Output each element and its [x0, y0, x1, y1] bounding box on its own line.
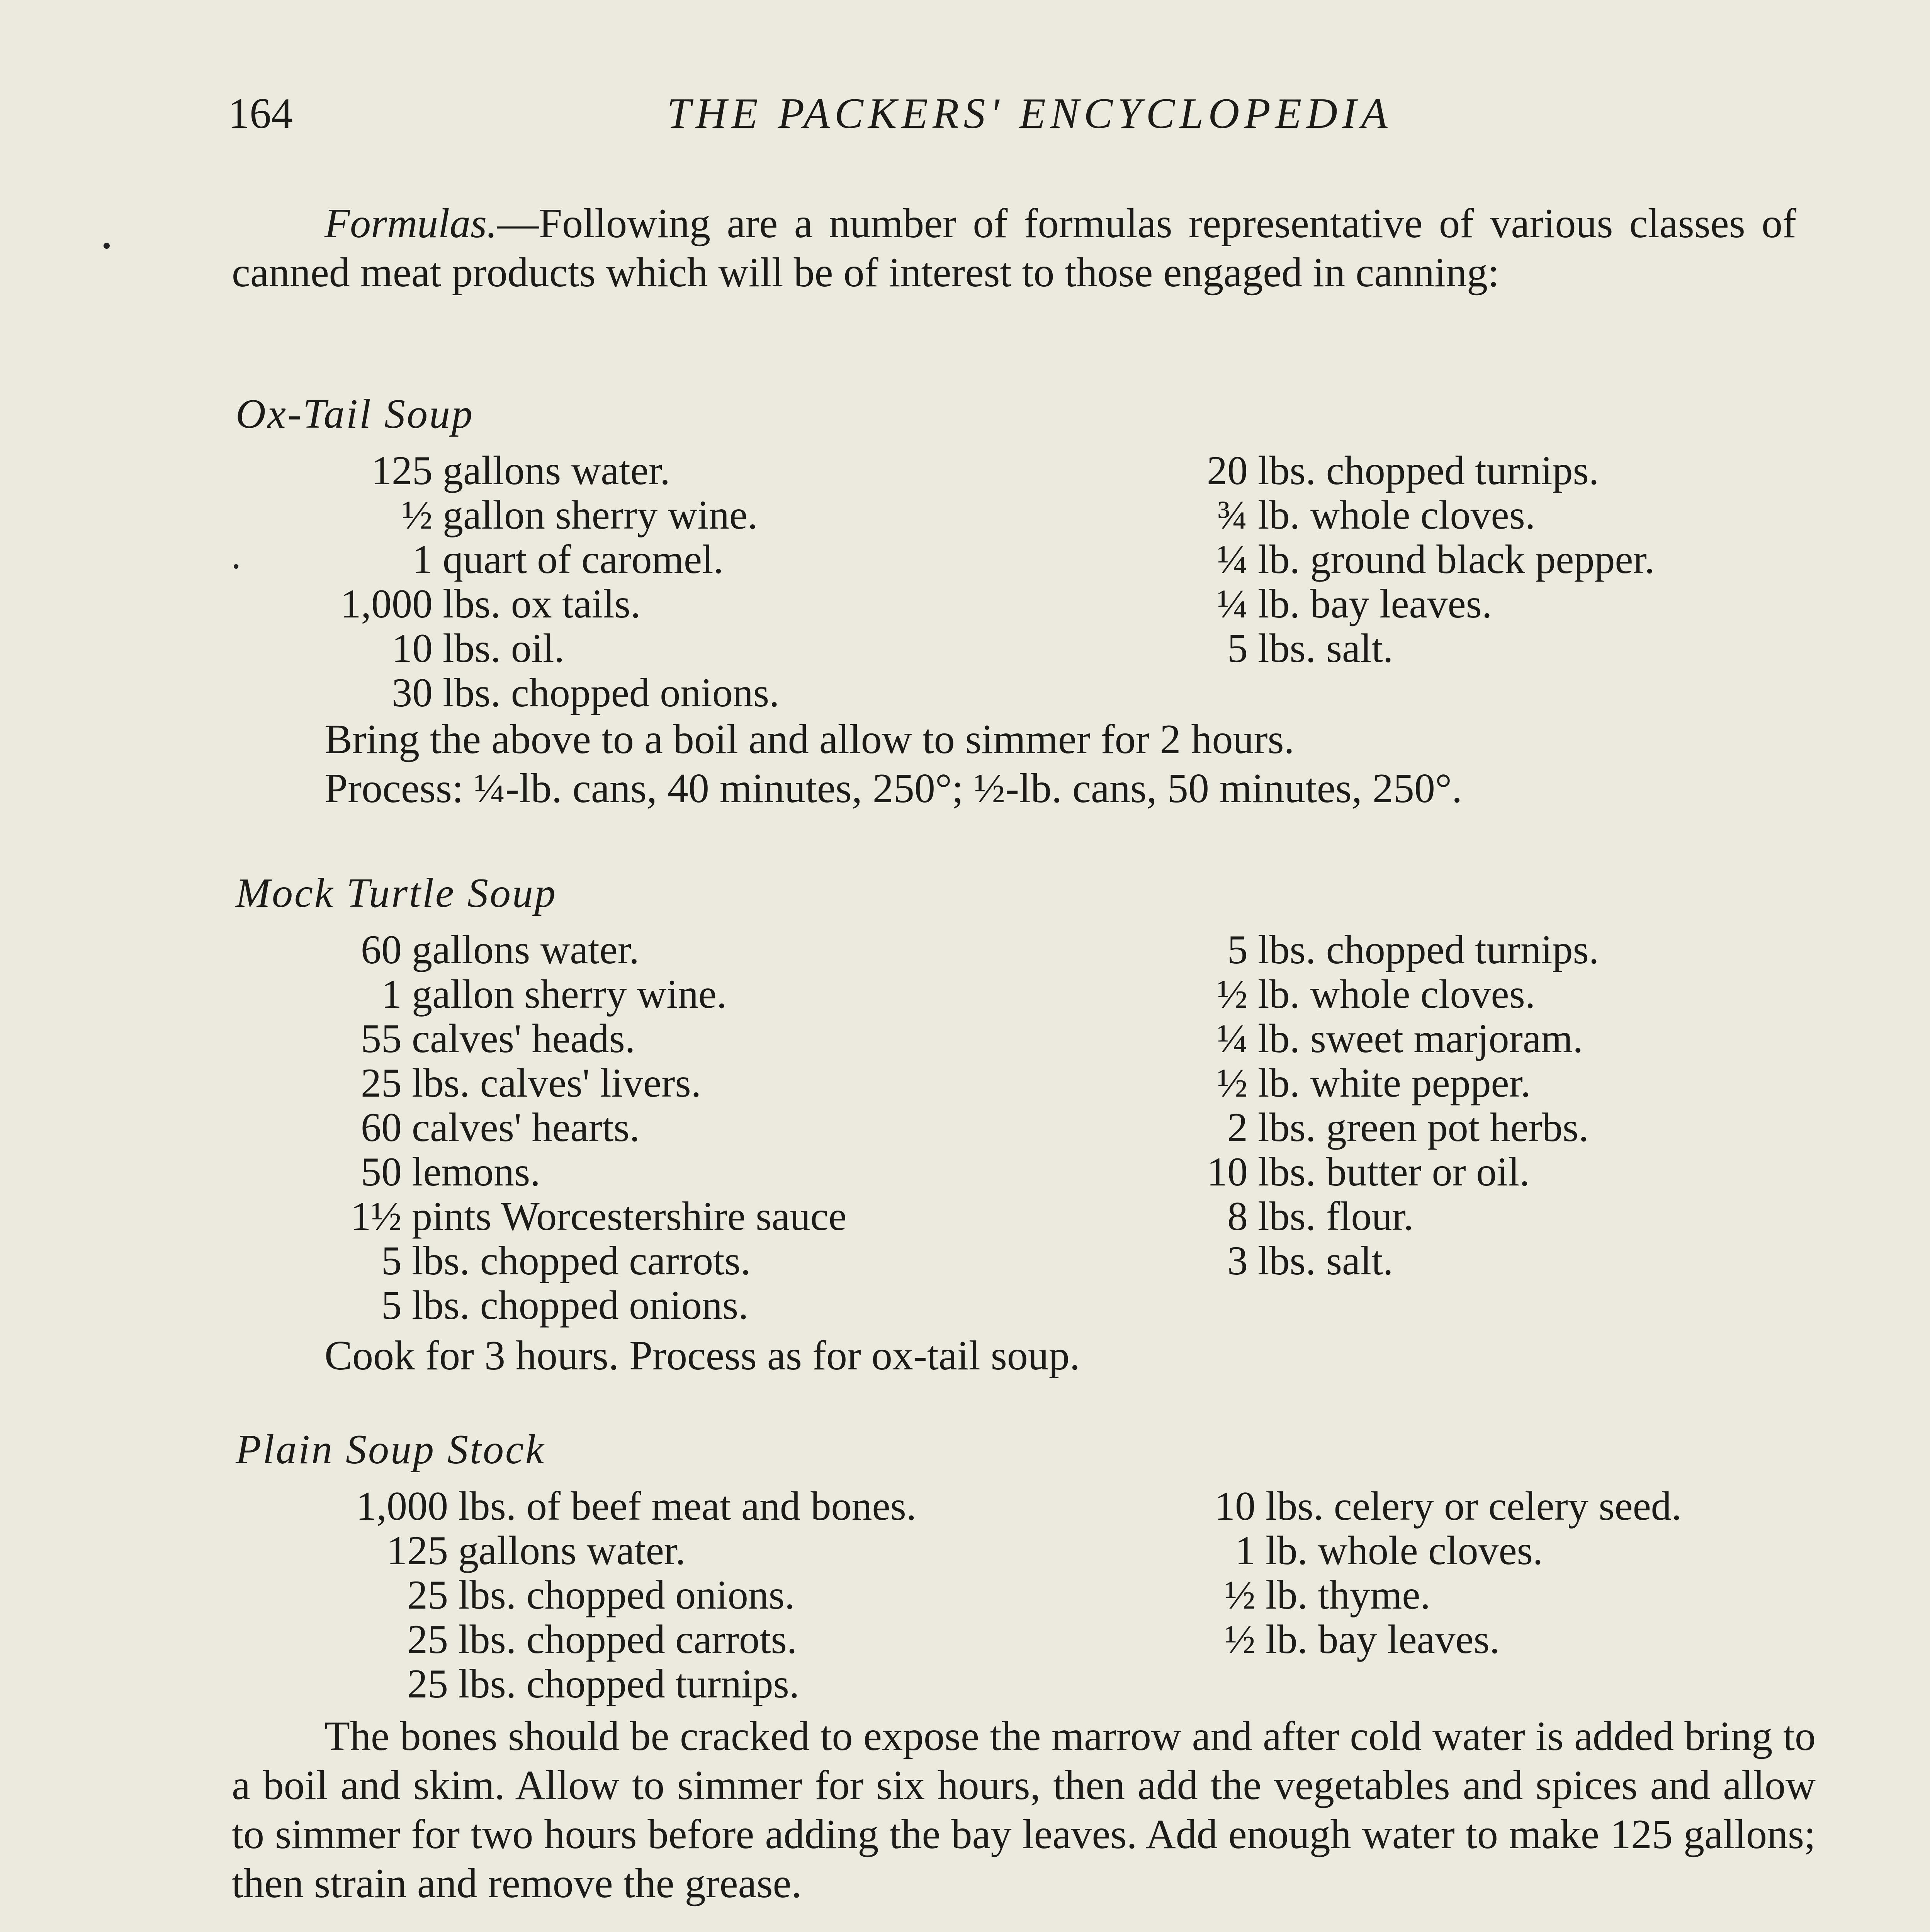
ingredient-row [232, 1573, 916, 1617]
ingredients-right [1132, 927, 1599, 1283]
ingredient-quantity: 60 [361, 1105, 402, 1150]
ingredient-description: gallon sherry wine. [443, 492, 758, 537]
ingredient-row [232, 1617, 916, 1662]
ingredient-row [1132, 1016, 1599, 1061]
ingredient-quantity: 125 [387, 1528, 448, 1573]
ingredient-description: lbs. salt. [1258, 626, 1393, 671]
ingredient-quantity: ½ [1217, 971, 1248, 1017]
ingredient-description: gallons water. [458, 1528, 686, 1573]
ingredient-quantity: 20 [1207, 448, 1248, 493]
ingredient-row [1132, 1238, 1599, 1283]
ingredient-quantity: 8 [1227, 1194, 1248, 1239]
ingredient-description: calves' hearts. [412, 1105, 640, 1150]
intro-lead: Formulas. [324, 201, 498, 247]
ingredient-quantity: 5 [1227, 626, 1248, 671]
page-header [228, 89, 1831, 147]
ingredient-row [232, 972, 847, 1016]
ingredient-description: lbs. chopped turnips. [458, 1661, 800, 1706]
ingredient-row [232, 1194, 847, 1238]
ingredients-left [232, 927, 847, 1327]
ingredient-description: gallon sherry wine. [412, 971, 727, 1017]
ingredient-quantity: ½ [1225, 1617, 1256, 1662]
ingredient-row [232, 1150, 847, 1194]
ingredient-description: lb. thyme. [1266, 1572, 1431, 1617]
ingredient-row [1132, 1061, 1599, 1105]
ingredient-columns [232, 1484, 1816, 1712]
recipe-instruction: Cook for 3 hours. Process as for ox-tail soup. [324, 1333, 1080, 1379]
ingredient-quantity: 30 [392, 670, 433, 715]
ingredients-right [1140, 1484, 1682, 1662]
ingredient-row [232, 927, 847, 972]
ingredient-row [1132, 582, 1655, 626]
ingredient-quantity: ¼ [1217, 1016, 1248, 1061]
ingredient-description: lbs. chopped onions. [458, 1572, 795, 1617]
ingredient-quantity: ½ [1217, 1060, 1248, 1105]
intro-text: —Following are a number of formulas representative of various classes of canned meat products which will be of interest to those engaged in canning: [232, 201, 1796, 296]
ink-speck [104, 243, 110, 249]
ingredient-quantity: 25 [407, 1617, 448, 1662]
recipe-title: Mock Turtle Soup [236, 870, 557, 916]
ingredient-row [1132, 448, 1655, 493]
ingredient-description: lb. whole cloves. [1258, 971, 1536, 1017]
ingredient-quantity: 10 [1215, 1483, 1256, 1529]
ingredient-row [232, 626, 780, 670]
ingredient-quantity: 5 [1227, 927, 1248, 972]
ingredient-description: lbs. chopped turnips. [1258, 927, 1599, 972]
ingredient-quantity: 55 [361, 1016, 402, 1061]
ingredient-row [1140, 1528, 1682, 1573]
ingredient-description: quart of caromel. [443, 537, 724, 582]
ingredient-description: gallons water. [412, 927, 639, 972]
ingredient-description: lbs. of beef meat and bones. [458, 1483, 917, 1529]
ingredient-description: lbs. flour. [1258, 1194, 1414, 1239]
ingredient-description: lbs. ox tails. [443, 581, 641, 626]
ingredient-columns [232, 448, 1816, 715]
ingredient-quantity: 3 [1227, 1238, 1248, 1283]
recipe-plain-soup-stock [232, 1426, 1816, 1908]
recipe-mock-turtle-soup [232, 869, 1816, 1380]
ingredient-row [1132, 927, 1599, 972]
ingredient-quantity: 125 [371, 448, 433, 493]
page-number: 164 [228, 90, 293, 138]
ingredients-right [1132, 448, 1655, 670]
ingredient-row [1132, 626, 1655, 670]
ingredient-row [232, 1662, 916, 1706]
ingredient-description: pints Worcestershire sauce [412, 1194, 847, 1239]
ingredient-description: gallons water. [443, 448, 670, 493]
ingredient-quantity: 25 [407, 1661, 448, 1706]
recipe-title: Ox-Tail Soup [236, 391, 474, 437]
ingredient-row [1132, 493, 1655, 537]
ingredient-quantity: 5 [381, 1238, 402, 1283]
ingredients-left [232, 1484, 916, 1706]
ingredient-description: lemons. [412, 1149, 540, 1194]
ingredient-row [232, 1105, 847, 1150]
ingredient-quantity: 1,000 [340, 581, 433, 626]
recipe-instruction: Bring the above to a boil and allow to simmer for 2 hours. [324, 716, 1295, 762]
ingredient-row [1132, 1194, 1599, 1238]
ingredient-description: lb. bay leaves. [1258, 581, 1492, 626]
ingredient-quantity: 25 [361, 1060, 402, 1105]
ingredient-row [232, 1061, 847, 1105]
ingredient-row [232, 448, 780, 493]
ingredient-row [232, 1528, 916, 1573]
recipe-ox-tail-soup [232, 390, 1816, 813]
ingredient-quantity: 1½ [350, 1194, 402, 1239]
ingredient-description: lbs. salt. [1258, 1238, 1393, 1283]
ingredient-quantity: 25 [407, 1572, 448, 1617]
ingredient-description: lbs. oil. [443, 626, 565, 671]
ingredient-row [1140, 1573, 1682, 1617]
ingredient-row [232, 582, 780, 626]
ingredient-row [1132, 1105, 1599, 1150]
ingredient-row [232, 1484, 916, 1528]
ingredient-quantity: ½ [402, 492, 433, 537]
ingredient-row [1132, 537, 1655, 582]
ingredient-quantity: ¾ [1217, 492, 1248, 537]
ingredient-row [1140, 1484, 1682, 1528]
ingredient-row [1140, 1617, 1682, 1662]
ingredient-row [232, 1238, 847, 1283]
ingredient-quantity: ¼ [1217, 581, 1248, 626]
ingredient-row [232, 537, 780, 582]
ingredient-description: lbs. calves' livers. [412, 1060, 702, 1105]
ingredient-description: lbs. chopped carrots. [458, 1617, 797, 1662]
ingredient-quantity: 10 [1207, 1149, 1248, 1194]
recipe-process: Process: ¼-lb. cans, 40 minutes, 250°; ½-lb. cans, 50 minutes, 250°. [324, 765, 1463, 811]
ingredient-description: lbs. chopped onions. [412, 1282, 749, 1328]
intro-paragraph [232, 199, 1796, 297]
ingredient-row [232, 1016, 847, 1061]
recipe-instruction: The bones should be cracked to expose the marrow and after cold water is added bring to a boil and skim. Allow to simmer for six hours, then add the vegetables and spices and allow to simmer for two hours before adding the bay leaves. Add enough water to make 125 gallons; then strain and remove the grease. [232, 1713, 1816, 1906]
ingredient-columns [232, 927, 1816, 1331]
ingredient-description: lb. sweet marjoram. [1258, 1016, 1583, 1061]
ingredient-quantity: 1 [381, 971, 402, 1017]
ingredient-description: lb. bay leaves. [1266, 1617, 1500, 1662]
ingredient-description: lbs. green pot herbs. [1258, 1105, 1589, 1150]
ingredient-quantity: 60 [361, 927, 402, 972]
ingredient-quantity: 50 [361, 1149, 402, 1194]
ingredient-description: lbs. chopped carrots. [412, 1238, 751, 1283]
ingredient-row [1132, 1150, 1599, 1194]
ingredient-description: lbs. chopped onions. [443, 670, 780, 715]
ingredient-quantity: 1 [1235, 1528, 1256, 1573]
recipe-title: Plain Soup Stock [236, 1427, 545, 1473]
ingredient-description: lb. white pepper. [1258, 1060, 1531, 1105]
ingredient-quantity: 1 [412, 537, 433, 582]
ingredients-left [232, 448, 780, 715]
ingredient-description: lbs. celery or celery seed. [1266, 1483, 1682, 1529]
ingredient-description: lbs. butter or oil. [1258, 1149, 1530, 1194]
ingredient-quantity: 1,000 [356, 1483, 448, 1529]
ingredient-quantity: 2 [1227, 1105, 1248, 1150]
ingredient-quantity: 5 [381, 1282, 402, 1328]
ingredient-description: lb. whole cloves. [1258, 492, 1536, 537]
ingredient-quantity: ½ [1225, 1572, 1256, 1617]
ingredient-quantity: 10 [392, 626, 433, 671]
ingredient-description: lbs. chopped turnips. [1258, 448, 1599, 493]
running-title: THE PACKERS' ENCYCLOPEDIA [667, 90, 1392, 138]
ingredient-description: calves' heads. [412, 1016, 635, 1061]
ingredient-description: lb. whole cloves. [1266, 1528, 1543, 1573]
ink-speck [234, 564, 238, 569]
ingredient-row [232, 493, 780, 537]
ingredient-quantity: ¼ [1217, 537, 1248, 582]
ingredient-row [232, 1283, 847, 1327]
ingredient-row [1132, 972, 1599, 1016]
ingredient-description: lb. ground black pepper. [1258, 537, 1655, 582]
ingredient-row [232, 670, 780, 715]
